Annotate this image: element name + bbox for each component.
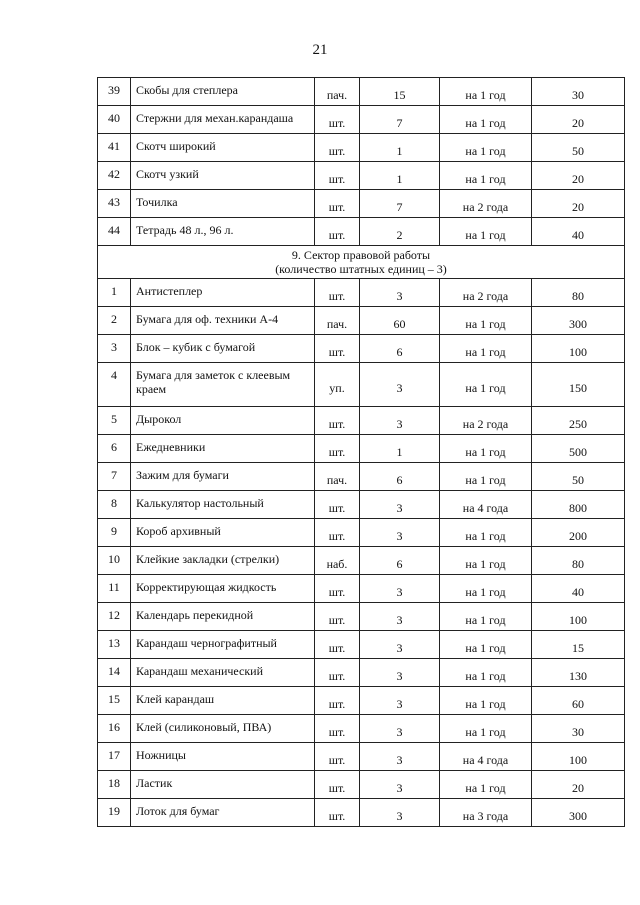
item-price: 800 bbox=[532, 491, 625, 519]
item-price: 80 bbox=[532, 547, 625, 575]
section-header-row bbox=[98, 246, 625, 279]
row-number: 44 bbox=[98, 218, 131, 246]
item-name: Бумага для заметок с клеевым краем bbox=[131, 363, 315, 407]
item-quantity: 3 bbox=[360, 631, 440, 659]
table-row bbox=[98, 799, 625, 827]
row-number: 10 bbox=[98, 547, 131, 575]
item-name: Калькулятор настольный bbox=[131, 491, 315, 519]
item-price: 100 bbox=[532, 603, 625, 631]
item-quantity: 3 bbox=[360, 519, 440, 547]
item-name: Точилка bbox=[131, 190, 315, 218]
item-period: на 1 год bbox=[440, 771, 532, 799]
item-period: на 1 год bbox=[440, 307, 532, 335]
item-period: на 2 года bbox=[440, 190, 532, 218]
table-row bbox=[98, 363, 625, 407]
item-price: 130 bbox=[532, 659, 625, 687]
item-name: Скотч широкий bbox=[131, 134, 315, 162]
item-unit: пач. bbox=[315, 307, 360, 335]
table-row bbox=[98, 279, 625, 307]
supplies-table-body bbox=[98, 78, 625, 827]
item-quantity: 7 bbox=[360, 190, 440, 218]
table-row bbox=[98, 106, 625, 134]
item-unit: шт. bbox=[315, 631, 360, 659]
item-name: Тетрадь 48 л., 96 л. bbox=[131, 218, 315, 246]
item-unit: шт. bbox=[315, 603, 360, 631]
row-number: 13 bbox=[98, 631, 131, 659]
item-unit: шт. bbox=[315, 279, 360, 307]
item-price: 150 bbox=[532, 363, 625, 407]
item-price: 20 bbox=[532, 771, 625, 799]
item-quantity: 3 bbox=[360, 603, 440, 631]
item-period: на 1 год bbox=[440, 519, 532, 547]
item-unit: шт. bbox=[315, 715, 360, 743]
item-unit: наб. bbox=[315, 547, 360, 575]
row-number: 42 bbox=[98, 162, 131, 190]
item-period: на 1 год bbox=[440, 363, 532, 407]
item-unit: уп. bbox=[315, 363, 360, 407]
item-price: 80 bbox=[532, 279, 625, 307]
item-name: Корректирующая жидкость bbox=[131, 575, 315, 603]
row-number: 18 bbox=[98, 771, 131, 799]
item-period: на 1 год bbox=[440, 631, 532, 659]
item-unit: шт. bbox=[315, 575, 360, 603]
item-unit: шт. bbox=[315, 435, 360, 463]
table-row bbox=[98, 491, 625, 519]
row-number: 5 bbox=[98, 407, 131, 435]
item-name: Короб архивный bbox=[131, 519, 315, 547]
row-number: 3 bbox=[98, 335, 131, 363]
item-period: на 1 год bbox=[440, 575, 532, 603]
item-quantity: 3 bbox=[360, 799, 440, 827]
item-period: на 2 года bbox=[440, 407, 532, 435]
table-row bbox=[98, 190, 625, 218]
item-quantity: 3 bbox=[360, 407, 440, 435]
item-period: на 1 год bbox=[440, 687, 532, 715]
row-number: 14 bbox=[98, 659, 131, 687]
page-number: 21 bbox=[312, 42, 328, 58]
row-number: 2 bbox=[98, 307, 131, 335]
item-price: 30 bbox=[532, 715, 625, 743]
item-unit: шт. bbox=[315, 771, 360, 799]
table-row bbox=[98, 743, 625, 771]
table-row bbox=[98, 307, 625, 335]
row-number: 7 bbox=[98, 463, 131, 491]
item-period: на 3 года bbox=[440, 799, 532, 827]
item-period: на 1 год bbox=[440, 547, 532, 575]
item-name: Ножницы bbox=[131, 743, 315, 771]
item-quantity: 3 bbox=[360, 659, 440, 687]
item-name: Ластик bbox=[131, 771, 315, 799]
item-quantity: 7 bbox=[360, 106, 440, 134]
item-price: 500 bbox=[532, 435, 625, 463]
item-quantity: 2 bbox=[360, 218, 440, 246]
item-period: на 1 год bbox=[440, 78, 532, 106]
table-row bbox=[98, 575, 625, 603]
item-period: на 1 год bbox=[440, 659, 532, 687]
item-quantity: 1 bbox=[360, 162, 440, 190]
item-unit: шт. bbox=[315, 519, 360, 547]
item-unit: шт. bbox=[315, 190, 360, 218]
item-price: 300 bbox=[532, 307, 625, 335]
item-price: 40 bbox=[532, 575, 625, 603]
item-quantity: 1 bbox=[360, 435, 440, 463]
item-quantity: 3 bbox=[360, 771, 440, 799]
item-name: Ежедневники bbox=[131, 435, 315, 463]
item-period: на 1 год bbox=[440, 603, 532, 631]
table-row bbox=[98, 547, 625, 575]
item-name: Клей карандаш bbox=[131, 687, 315, 715]
row-number: 11 bbox=[98, 575, 131, 603]
table-row bbox=[98, 519, 625, 547]
table-row bbox=[98, 659, 625, 687]
item-price: 30 bbox=[532, 78, 625, 106]
item-quantity: 3 bbox=[360, 687, 440, 715]
item-period: на 2 года bbox=[440, 279, 532, 307]
table-row bbox=[98, 335, 625, 363]
item-name: Лоток для бумаг bbox=[131, 799, 315, 827]
item-quantity: 3 bbox=[360, 715, 440, 743]
item-unit: шт. bbox=[315, 218, 360, 246]
item-price: 40 bbox=[532, 218, 625, 246]
item-price: 60 bbox=[532, 687, 625, 715]
table-row bbox=[98, 218, 625, 246]
item-quantity: 3 bbox=[360, 491, 440, 519]
section-subtitle: (количество штатных единиц – 3) bbox=[275, 262, 447, 276]
table-row bbox=[98, 407, 625, 435]
item-period: на 1 год bbox=[440, 106, 532, 134]
item-name: Клей (силиконовый, ПВА) bbox=[131, 715, 315, 743]
row-number: 8 bbox=[98, 491, 131, 519]
row-number: 1 bbox=[98, 279, 131, 307]
item-unit: шт. bbox=[315, 687, 360, 715]
table-row bbox=[98, 162, 625, 190]
item-unit: шт. bbox=[315, 335, 360, 363]
item-unit: пач. bbox=[315, 463, 360, 491]
item-unit: шт. bbox=[315, 491, 360, 519]
table-row bbox=[98, 134, 625, 162]
table-row bbox=[98, 435, 625, 463]
item-period: на 1 год bbox=[440, 463, 532, 491]
item-period: на 4 года bbox=[440, 743, 532, 771]
item-unit: шт. bbox=[315, 659, 360, 687]
row-number: 19 bbox=[98, 799, 131, 827]
row-number: 41 bbox=[98, 134, 131, 162]
item-price: 300 bbox=[532, 799, 625, 827]
item-price: 100 bbox=[532, 743, 625, 771]
item-price: 100 bbox=[532, 335, 625, 363]
item-name: Карандаш механический bbox=[131, 659, 315, 687]
item-name: Дырокол bbox=[131, 407, 315, 435]
item-quantity: 6 bbox=[360, 335, 440, 363]
item-period: на 1 год bbox=[440, 134, 532, 162]
item-name: Скотч узкий bbox=[131, 162, 315, 190]
item-unit: шт. bbox=[315, 134, 360, 162]
item-quantity: 6 bbox=[360, 547, 440, 575]
section-header bbox=[98, 246, 625, 279]
item-name: Блок – кубик с бумагой bbox=[131, 335, 315, 363]
item-period: на 1 год bbox=[440, 715, 532, 743]
item-quantity: 3 bbox=[360, 743, 440, 771]
item-price: 20 bbox=[532, 162, 625, 190]
table-row bbox=[98, 463, 625, 491]
item-quantity: 15 bbox=[360, 78, 440, 106]
row-number: 40 bbox=[98, 106, 131, 134]
item-name: Клейкие закладки (стрелки) bbox=[131, 547, 315, 575]
row-number: 15 bbox=[98, 687, 131, 715]
item-name: Стержни для механ.карандаша bbox=[131, 106, 315, 134]
item-period: на 1 год bbox=[440, 162, 532, 190]
item-unit: шт. bbox=[315, 743, 360, 771]
table-row bbox=[98, 687, 625, 715]
item-price: 250 bbox=[532, 407, 625, 435]
item-price: 200 bbox=[532, 519, 625, 547]
item-name: Бумага для оф. техники А-4 bbox=[131, 307, 315, 335]
item-quantity: 1 bbox=[360, 134, 440, 162]
item-name: Календарь перекидной bbox=[131, 603, 315, 631]
item-unit: шт. bbox=[315, 162, 360, 190]
supplies-table bbox=[97, 77, 625, 827]
row-number: 4 bbox=[98, 363, 131, 407]
item-price: 50 bbox=[532, 463, 625, 491]
item-period: на 1 год bbox=[440, 435, 532, 463]
item-price: 15 bbox=[532, 631, 625, 659]
row-number: 39 bbox=[98, 78, 131, 106]
item-name: Антистеплер bbox=[131, 279, 315, 307]
item-period: на 1 год bbox=[440, 335, 532, 363]
item-price: 20 bbox=[532, 106, 625, 134]
item-period: на 1 год bbox=[440, 218, 532, 246]
item-unit: шт. bbox=[315, 799, 360, 827]
row-number: 17 bbox=[98, 743, 131, 771]
item-name: Карандаш чернографитный bbox=[131, 631, 315, 659]
section-title: 9. Сектор правовой работы bbox=[291, 248, 431, 262]
table-row bbox=[98, 603, 625, 631]
item-unit: пач. bbox=[315, 78, 360, 106]
row-number: 43 bbox=[98, 190, 131, 218]
row-number: 12 bbox=[98, 603, 131, 631]
item-quantity: 3 bbox=[360, 363, 440, 407]
table-row bbox=[98, 631, 625, 659]
item-unit: шт. bbox=[315, 106, 360, 134]
item-unit: шт. bbox=[315, 407, 360, 435]
item-price: 50 bbox=[532, 134, 625, 162]
item-name: Скобы для степлера bbox=[131, 78, 315, 106]
row-number: 9 bbox=[98, 519, 131, 547]
table-row bbox=[98, 78, 625, 106]
table-row bbox=[98, 771, 625, 799]
row-number: 16 bbox=[98, 715, 131, 743]
table-row bbox=[98, 715, 625, 743]
item-name: Зажим для бумаги bbox=[131, 463, 315, 491]
item-quantity: 60 bbox=[360, 307, 440, 335]
row-number: 6 bbox=[98, 435, 131, 463]
item-price: 20 bbox=[532, 190, 625, 218]
item-period: на 4 года bbox=[440, 491, 532, 519]
item-quantity: 3 bbox=[360, 575, 440, 603]
item-quantity: 6 bbox=[360, 463, 440, 491]
item-quantity: 3 bbox=[360, 279, 440, 307]
